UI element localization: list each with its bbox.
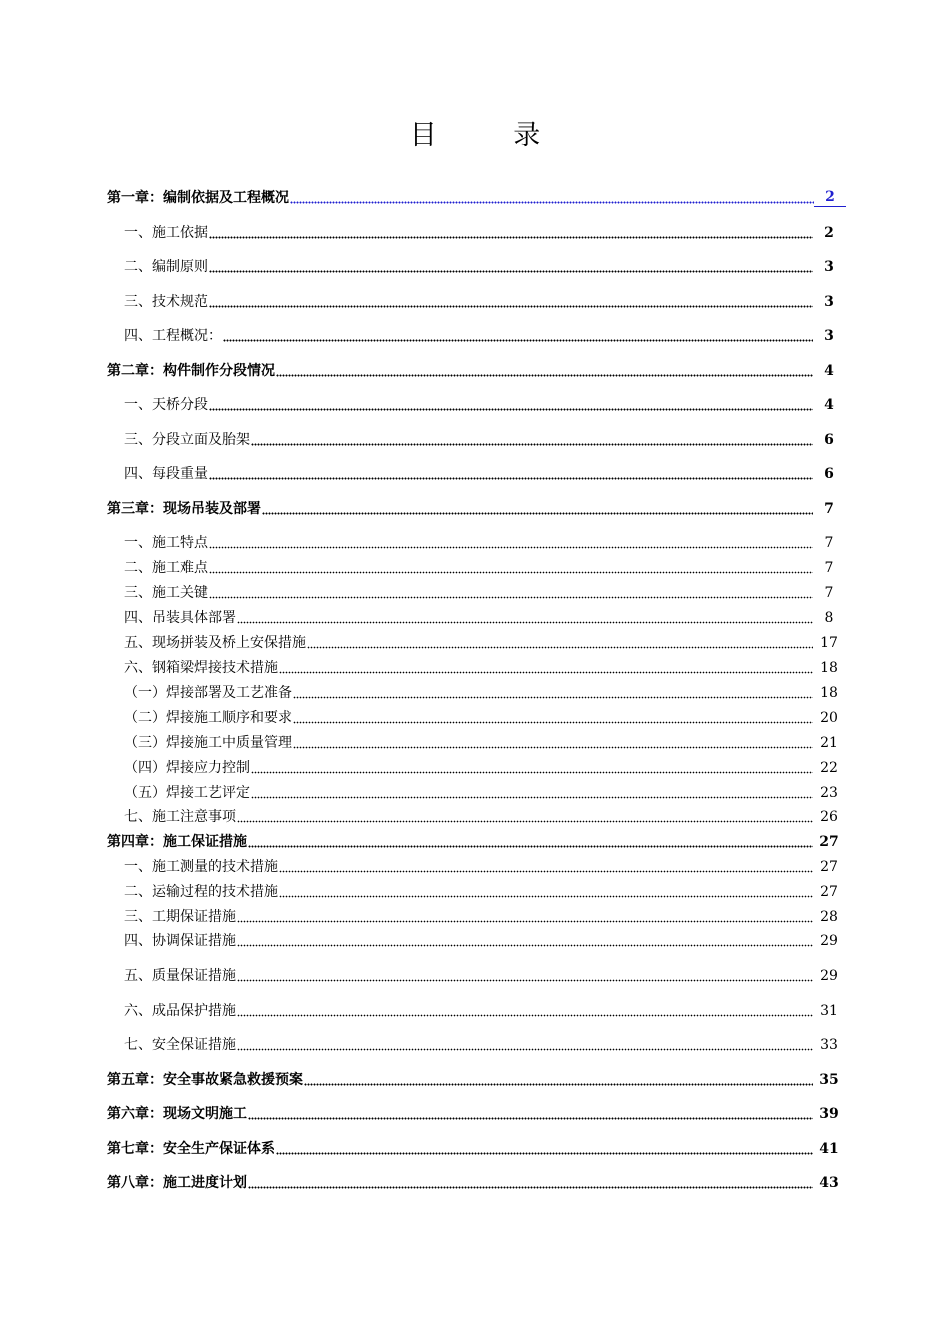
dot-leader (209, 595, 813, 599)
toc-entry-label: （三）焊接施工中质量管理 (124, 735, 292, 751)
toc-section-entry[interactable] (0, 780, 950, 802)
dot-leader (304, 1082, 813, 1086)
toc-page-number: 21 (820, 735, 838, 751)
toc-page-number: 3 (824, 294, 834, 310)
toc-entry-label: 第四章：施工保证措施 (107, 834, 247, 850)
toc-entry-label: 四、工程概况： (124, 328, 222, 344)
toc-entry-label: 二、运输过程的技术措施 (124, 884, 278, 900)
toc-chapter-entry[interactable] (0, 358, 950, 380)
dot-leader (237, 1047, 813, 1051)
toc-section-entry[interactable] (0, 655, 950, 677)
toc-entry-label: 七、施工注意事项 (124, 809, 236, 825)
toc-entry-label: （二）焊接施工顺序和要求 (124, 710, 292, 726)
toc-entry-label: 四、每段重量 (124, 466, 208, 482)
toc-section-entry[interactable] (0, 289, 950, 311)
toc-entry-label: （一）焊接部署及工艺准备 (124, 685, 292, 701)
toc-entry-label: 二、编制原则 (124, 259, 208, 275)
toc-section-entry[interactable] (0, 1032, 950, 1054)
toc-page-number: 29 (820, 933, 838, 949)
dot-leader (293, 720, 813, 724)
toc-entry-label: 一、施工测量的技术措施 (124, 859, 278, 875)
toc-chapter-entry[interactable] (0, 185, 950, 207)
dot-leader (279, 869, 813, 873)
dot-leader (248, 1185, 813, 1189)
toc-section-entry[interactable] (0, 580, 950, 602)
toc-section-entry[interactable] (0, 220, 950, 242)
toc-entry-label: 一、施工特点 (124, 535, 208, 551)
toc-section-entry[interactable] (0, 680, 950, 702)
toc-section-entry[interactable] (0, 323, 950, 345)
toc-page-number: 39 (819, 1106, 839, 1122)
toc-entry-label: 第一章：编制依据及工程概况 (107, 190, 289, 206)
dot-leader (209, 476, 813, 480)
toc-page-number: 35 (819, 1072, 839, 1088)
toc-page-number: 20 (820, 710, 838, 726)
dot-leader (209, 304, 813, 308)
toc-entry-label: （五）焊接工艺评定 (124, 785, 250, 801)
toc-section-entry[interactable] (0, 904, 950, 926)
toc-entry-label: 第六章：现场文明施工 (107, 1106, 247, 1122)
dot-leader (251, 442, 813, 446)
toc-section-entry[interactable] (0, 963, 950, 985)
dot-leader (209, 269, 813, 273)
toc-entry-label: 第三章：现场吊装及部署 (107, 501, 261, 517)
toc-chapter-entry[interactable] (0, 1170, 950, 1192)
toc-entry-label: 三、分段立面及胎架 (124, 432, 250, 448)
toc-entry-label: 三、工期保证措施 (124, 909, 236, 925)
toc-page-number: 23 (820, 785, 838, 801)
dot-leader (237, 919, 813, 923)
dot-leader (290, 200, 814, 204)
toc-page-number: 31 (820, 1003, 838, 1019)
toc-section-entry[interactable] (0, 998, 950, 1020)
toc-entry-label: 一、天桥分段 (124, 397, 208, 413)
toc-entry-label: 四、协调保证措施 (124, 933, 236, 949)
dot-leader (237, 620, 813, 624)
toc-section-entry[interactable] (0, 630, 950, 652)
toc-entry-label: 四、吊装具体部署 (124, 610, 236, 626)
dot-leader (209, 235, 813, 239)
toc-entry-label: 六、成品保护措施 (124, 1003, 236, 1019)
toc-page-number: 3 (824, 259, 834, 275)
page-title: 目 录 (409, 120, 575, 151)
toc-page-number: 4 (824, 363, 834, 379)
toc-page-number: 27 (820, 859, 838, 875)
toc-entry-label: 三、施工关键 (124, 585, 208, 601)
toc-entry-label: 六、钢箱梁焊接技术措施 (124, 660, 278, 676)
toc-page-number: 6 (824, 466, 834, 482)
toc-page-number: 27 (820, 884, 838, 900)
toc-chapter-entry[interactable] (0, 1101, 950, 1123)
dot-leader (248, 1116, 813, 1120)
toc-entry-label: 第七章：安全生产保证体系 (107, 1141, 275, 1157)
toc-page-number: 26 (820, 809, 838, 825)
toc-section-entry[interactable] (0, 879, 950, 901)
toc-entry-label: 三、技术规范 (124, 294, 208, 310)
toc-section-entry[interactable] (0, 730, 950, 752)
toc-chapter-entry[interactable] (0, 1136, 950, 1158)
toc-page-number: 7 (824, 585, 834, 601)
toc-section-entry[interactable] (0, 530, 950, 552)
toc-entry-label: （四）焊接应力控制 (124, 760, 250, 776)
toc-page-number: 4 (824, 397, 834, 413)
dot-leader (279, 670, 813, 674)
dot-leader (279, 894, 813, 898)
toc-section-entry[interactable] (0, 555, 950, 577)
dot-leader (276, 373, 813, 377)
toc-page-number: 43 (819, 1175, 839, 1191)
toc-entry-label: 一、施工依据 (124, 225, 208, 241)
toc-section-entry[interactable] (0, 605, 950, 627)
toc-section-entry[interactable] (0, 427, 950, 449)
toc-section-entry[interactable] (0, 854, 950, 876)
toc-page-number: 18 (820, 660, 838, 676)
dot-leader (293, 745, 813, 749)
toc-page-number: 28 (820, 909, 838, 925)
dot-leader (209, 407, 813, 411)
dot-leader (262, 511, 813, 515)
toc-page-number: 6 (824, 432, 834, 448)
toc-page-number: 17 (820, 635, 838, 651)
dot-leader (276, 1151, 813, 1155)
toc-entry-label: 七、安全保证措施 (124, 1037, 236, 1053)
toc-section-entry[interactable] (0, 804, 950, 826)
toc-entry-label: 第五章：安全事故紧急救援预案 (107, 1072, 303, 1088)
dot-leader (237, 1013, 813, 1017)
dot-leader (237, 819, 813, 823)
toc-page-number: 33 (820, 1037, 838, 1053)
dot-leader (248, 844, 813, 848)
toc-section-entry[interactable] (0, 254, 950, 276)
toc-page-number: 8 (824, 610, 834, 626)
toc-page-number: 7 (824, 535, 834, 551)
toc-page-number: 29 (820, 968, 838, 984)
toc-page-number: 41 (819, 1141, 839, 1157)
toc-page-number: 7 (824, 501, 834, 517)
toc-chapter-entry[interactable] (0, 1067, 950, 1089)
toc-page-number: 2 (824, 225, 834, 241)
toc-chapter-entry[interactable] (0, 496, 950, 518)
toc-section-entry[interactable] (0, 461, 950, 483)
toc-section-entry[interactable] (0, 392, 950, 414)
toc-page-number: 3 (824, 328, 834, 344)
dot-leader (251, 770, 813, 774)
toc-entry-label: 第八章：施工进度计划 (107, 1175, 247, 1191)
toc-chapter-entry[interactable] (0, 829, 950, 851)
toc-page-number: 7 (824, 560, 834, 576)
dot-leader (293, 695, 813, 699)
toc-entry-label: 第二章：构件制作分段情况 (107, 363, 275, 379)
toc-section-entry[interactable] (0, 755, 950, 777)
toc-entry-label: 五、质量保证措施 (124, 968, 236, 984)
toc-section-entry[interactable] (0, 705, 950, 727)
toc-page-number: 2 (814, 188, 846, 207)
dot-leader (237, 978, 813, 982)
dot-leader (307, 645, 813, 649)
toc-entry-label: 二、施工难点 (124, 560, 208, 576)
dot-leader (209, 570, 813, 574)
toc-page-number: 18 (820, 685, 838, 701)
toc-section-entry[interactable] (0, 928, 950, 950)
toc-entry-label: 五、现场拼装及桥上安保措施 (124, 635, 306, 651)
dot-leader (223, 338, 813, 342)
dot-leader (209, 545, 813, 549)
dot-leader (237, 943, 813, 947)
toc-page-number: 27 (819, 834, 839, 850)
toc-page-number: 22 (820, 760, 838, 776)
dot-leader (251, 795, 813, 799)
